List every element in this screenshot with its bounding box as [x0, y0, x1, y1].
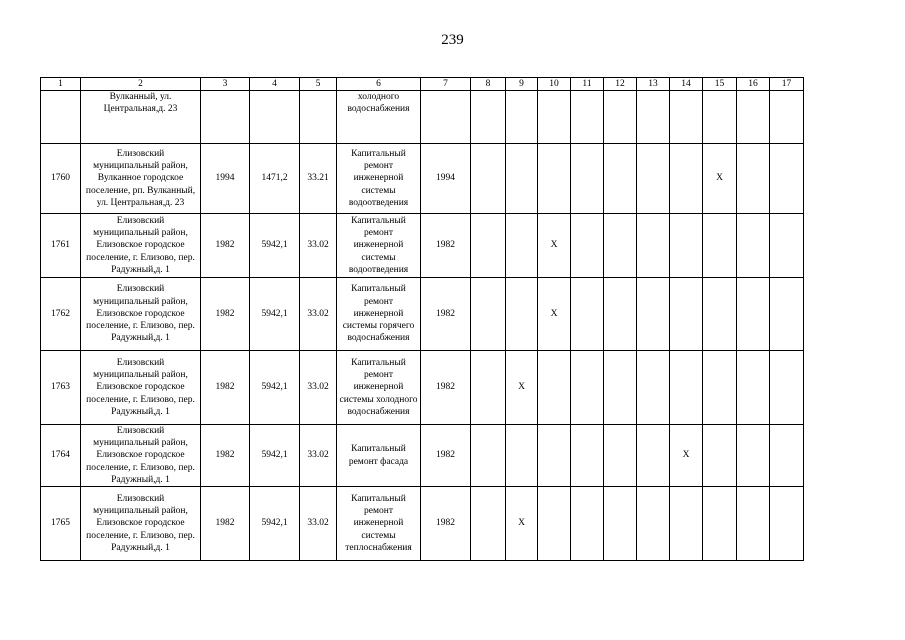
work-type-cell: холодного водоснабжения	[337, 91, 421, 144]
area-cell: 5942,1	[250, 351, 300, 425]
mark-cell	[770, 487, 804, 561]
column-number-header: 3	[201, 78, 250, 91]
mark-cell	[737, 278, 770, 351]
plan-year-cell: 1982	[421, 425, 471, 487]
empty-cell	[421, 91, 471, 144]
mark-cell	[637, 487, 670, 561]
page-number: 239	[441, 32, 464, 48]
empty-cell	[703, 91, 737, 144]
column-number-header: 11	[571, 78, 604, 91]
mark-cell	[538, 144, 571, 214]
mark-cell: X	[670, 425, 703, 487]
mark-cell	[737, 425, 770, 487]
mark-cell	[506, 278, 538, 351]
column-number-header: 2	[81, 78, 201, 91]
code-cell: 33.02	[300, 214, 337, 278]
mark-cell	[506, 425, 538, 487]
construction-year-cell: 1982	[201, 278, 250, 351]
column-number-header: 8	[471, 78, 506, 91]
empty-cell	[637, 91, 670, 144]
plan-year-cell: 1982	[421, 487, 471, 561]
area-cell: 5942,1	[250, 487, 300, 561]
address-cell: Елизовский муниципальный район, Вулканное городское поселение, рп. Вулканный, ул. Центральная,д. 23	[81, 144, 201, 214]
mark-cell	[604, 351, 637, 425]
plan-year-cell: 1994	[421, 144, 471, 214]
table-row	[41, 278, 804, 351]
code-cell: 33.02	[300, 487, 337, 561]
column-number-header: 4	[250, 78, 300, 91]
mark-cell	[637, 278, 670, 351]
mark-cell	[703, 487, 737, 561]
mark-cell	[770, 425, 804, 487]
mark-cell	[471, 144, 506, 214]
construction-year-cell: 1982	[201, 214, 250, 278]
mark-cell: X	[703, 144, 737, 214]
table-row	[41, 425, 804, 487]
mark-cell	[737, 144, 770, 214]
mark-cell	[637, 425, 670, 487]
area-cell: 5942,1	[250, 278, 300, 351]
column-number-header: 6	[337, 78, 421, 91]
column-number-row	[41, 78, 804, 91]
column-number-header: 16	[737, 78, 770, 91]
empty-cell	[770, 91, 804, 144]
work-type-cell: Капитальный ремонт инженерной системы холодного водоснабжения	[337, 351, 421, 425]
address-cell: Елизовский муниципальный район, Елизовское городское поселение, г. Елизово, пер. Радужный,д. 1	[81, 278, 201, 351]
table-row	[41, 214, 804, 278]
empty-cell	[41, 91, 81, 144]
code-cell: 33.02	[300, 278, 337, 351]
mark-cell	[471, 351, 506, 425]
plan-year-cell: 1982	[421, 278, 471, 351]
mark-cell	[703, 278, 737, 351]
empty-cell	[506, 91, 538, 144]
empty-cell	[670, 91, 703, 144]
mark-cell	[538, 425, 571, 487]
empty-cell	[201, 91, 250, 144]
table-row	[41, 351, 804, 425]
empty-cell	[538, 91, 571, 144]
code-cell: 33.02	[300, 425, 337, 487]
construction-year-cell: 1982	[201, 487, 250, 561]
code-cell: 33.21	[300, 144, 337, 214]
mark-cell	[571, 351, 604, 425]
area-cell: 5942,1	[250, 214, 300, 278]
mark-cell	[571, 425, 604, 487]
empty-cell	[571, 91, 604, 144]
construction-year-cell: 1994	[201, 144, 250, 214]
mark-cell	[737, 487, 770, 561]
mark-cell	[737, 351, 770, 425]
mark-cell	[571, 487, 604, 561]
continuation-row	[41, 91, 804, 144]
mark-cell	[604, 278, 637, 351]
empty-cell	[250, 91, 300, 144]
table-row	[41, 487, 804, 561]
mark-cell	[604, 214, 637, 278]
mark-cell: X	[506, 487, 538, 561]
column-number-header: 13	[637, 78, 670, 91]
empty-cell	[471, 91, 506, 144]
mark-cell	[604, 487, 637, 561]
plan-year-cell: 1982	[421, 351, 471, 425]
register-table	[40, 77, 804, 561]
mark-cell	[703, 351, 737, 425]
mark-cell	[604, 425, 637, 487]
mark-cell	[670, 144, 703, 214]
column-number-header: 14	[670, 78, 703, 91]
column-number-header: 15	[703, 78, 737, 91]
construction-year-cell: 1982	[201, 425, 250, 487]
mark-cell	[538, 351, 571, 425]
address-cell: Елизовский муниципальный район, Елизовское городское поселение, г. Елизово, пер. Радужный,д. 1	[81, 214, 201, 278]
row-number-cell: 1760	[41, 144, 81, 214]
mark-cell	[571, 214, 604, 278]
mark-cell	[670, 351, 703, 425]
row-number-cell: 1764	[41, 425, 81, 487]
area-cell: 5942,1	[250, 425, 300, 487]
mark-cell	[670, 214, 703, 278]
code-cell: 33.02	[300, 351, 337, 425]
mark-cell	[737, 214, 770, 278]
mark-cell	[703, 425, 737, 487]
work-type-cell: Капитальный ремонт инженерной системы водоотведения	[337, 214, 421, 278]
row-number-cell: 1762	[41, 278, 81, 351]
work-type-cell: Капитальный ремонт фасада	[337, 425, 421, 487]
construction-year-cell: 1982	[201, 351, 250, 425]
mark-cell	[471, 425, 506, 487]
row-number-cell: 1761	[41, 214, 81, 278]
mark-cell: X	[538, 214, 571, 278]
column-number-header: 5	[300, 78, 337, 91]
mark-cell	[571, 144, 604, 214]
mark-cell	[670, 278, 703, 351]
mark-cell	[770, 351, 804, 425]
plan-year-cell: 1982	[421, 214, 471, 278]
mark-cell	[471, 278, 506, 351]
mark-cell	[770, 278, 804, 351]
work-type-cell: Капитальный ремонт инженерной системы теплоснабжения	[337, 487, 421, 561]
mark-cell	[506, 214, 538, 278]
empty-cell	[300, 91, 337, 144]
mark-cell	[538, 487, 571, 561]
empty-cell	[604, 91, 637, 144]
mark-cell	[471, 487, 506, 561]
mark-cell	[770, 214, 804, 278]
mark-cell: X	[538, 278, 571, 351]
mark-cell	[506, 144, 538, 214]
address-cell: Елизовский муниципальный район, Елизовское городское поселение, г. Елизово, пер. Радужный,д. 1	[81, 425, 201, 487]
column-number-header: 1	[41, 78, 81, 91]
work-type-cell: Капитальный ремонт инженерной системы водоотведения	[337, 144, 421, 214]
work-type-cell: Капитальный ремонт инженерной системы горячего водоснабжения	[337, 278, 421, 351]
mark-cell	[703, 214, 737, 278]
table-row	[41, 144, 804, 214]
column-number-header: 12	[604, 78, 637, 91]
empty-cell	[737, 91, 770, 144]
row-number-cell: 1765	[41, 487, 81, 561]
row-number-cell: 1763	[41, 351, 81, 425]
mark-cell	[571, 278, 604, 351]
mark-cell	[604, 144, 637, 214]
column-number-header: 9	[506, 78, 538, 91]
mark-cell	[637, 351, 670, 425]
mark-cell	[637, 214, 670, 278]
column-number-header: 10	[538, 78, 571, 91]
column-number-header: 7	[421, 78, 471, 91]
column-number-header: 17	[770, 78, 804, 91]
address-cell: Вулканный, ул. Центральная,д. 23	[81, 91, 201, 144]
mark-cell	[670, 487, 703, 561]
area-cell: 1471,2	[250, 144, 300, 214]
mark-cell	[637, 144, 670, 214]
mark-cell	[471, 214, 506, 278]
mark-cell: X	[506, 351, 538, 425]
address-cell: Елизовский муниципальный район, Елизовское городское поселение, г. Елизово, пер. Радужный,д. 1	[81, 487, 201, 561]
address-cell: Елизовский муниципальный район, Елизовское городское поселение, г. Елизово, пер. Радужный,д. 1	[81, 351, 201, 425]
mark-cell	[770, 144, 804, 214]
